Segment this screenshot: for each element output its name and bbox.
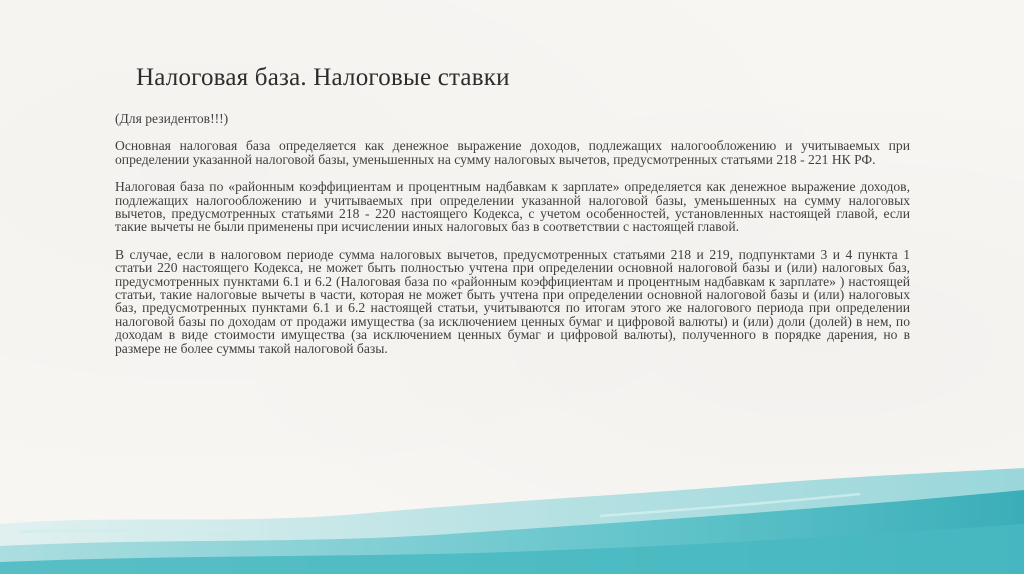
- paragraph-regional-coefficients: Налоговая база по «районным коэффициентам и процентным надбавкам к зарплате» определяется как денежное выражение доходов, подлежащих налогообложению и учитываемых при определении указанной налоговой базы, уменьшенных на сумму налоговых вычетов, предусмотренных статьями 218 - 220 настоящего Кодекса, с учетом особенностей, установленных настоящей главой, если такие вычеты не были применены при исчислении иных налоговых баз в соответствии с настоящей главой.: [115, 179, 910, 235]
- resident-note: (Для резидентов!!!): [115, 111, 229, 126]
- paragraph-deductions-carryover: В случае, если в налоговом периоде сумма налоговых вычетов, предусмотренных статьями 218 и 219, подпунктами 3 и 4 пункта 1 статьи 220 настоящего Кодекса, не может быть полностью учтена при определении основной налоговой базы и (или) налоговых баз, предусмотренных пунктами 6.1 и 6.2 (Налоговая база по «районным коэффициентам и процентным надбавкам к зарплате» ) настоящей статьи, такие налоговые вычеты в части, которая не может быть учтена при определении основной налоговой базы и (или) налоговых баз, предусмотренных пунктами 6.1 и 6.2 настоящей статьи, учитываются по итогам этого же налогового периода при определении налоговой базы по доходам от продажи имущества (за исключением ценных бумаг и цифровой валюты) и (или) доли (долей) в нем, по доходам в виде стоимости имущества (за исключением ценных бумаг и цифровой валюты), полученного в порядке дарения, но в размере не более суммы такой налоговой базы.: [115, 246, 910, 356]
- slide-content: [115, 112, 910, 369]
- watercolor-decoration: [0, 454, 1024, 574]
- paragraph-main-tax-base: Основная налоговая база определяется как денежное выражение доходов, подлежащих налогообложению и учитываемых при определении указанной налоговой базы, уменьшенных на сумму налоговых вычетов, предусмотренных статьями 218 - 221 НК РФ.: [115, 138, 910, 167]
- slide-title: Налоговая база. Налоговые ставки: [136, 64, 510, 91]
